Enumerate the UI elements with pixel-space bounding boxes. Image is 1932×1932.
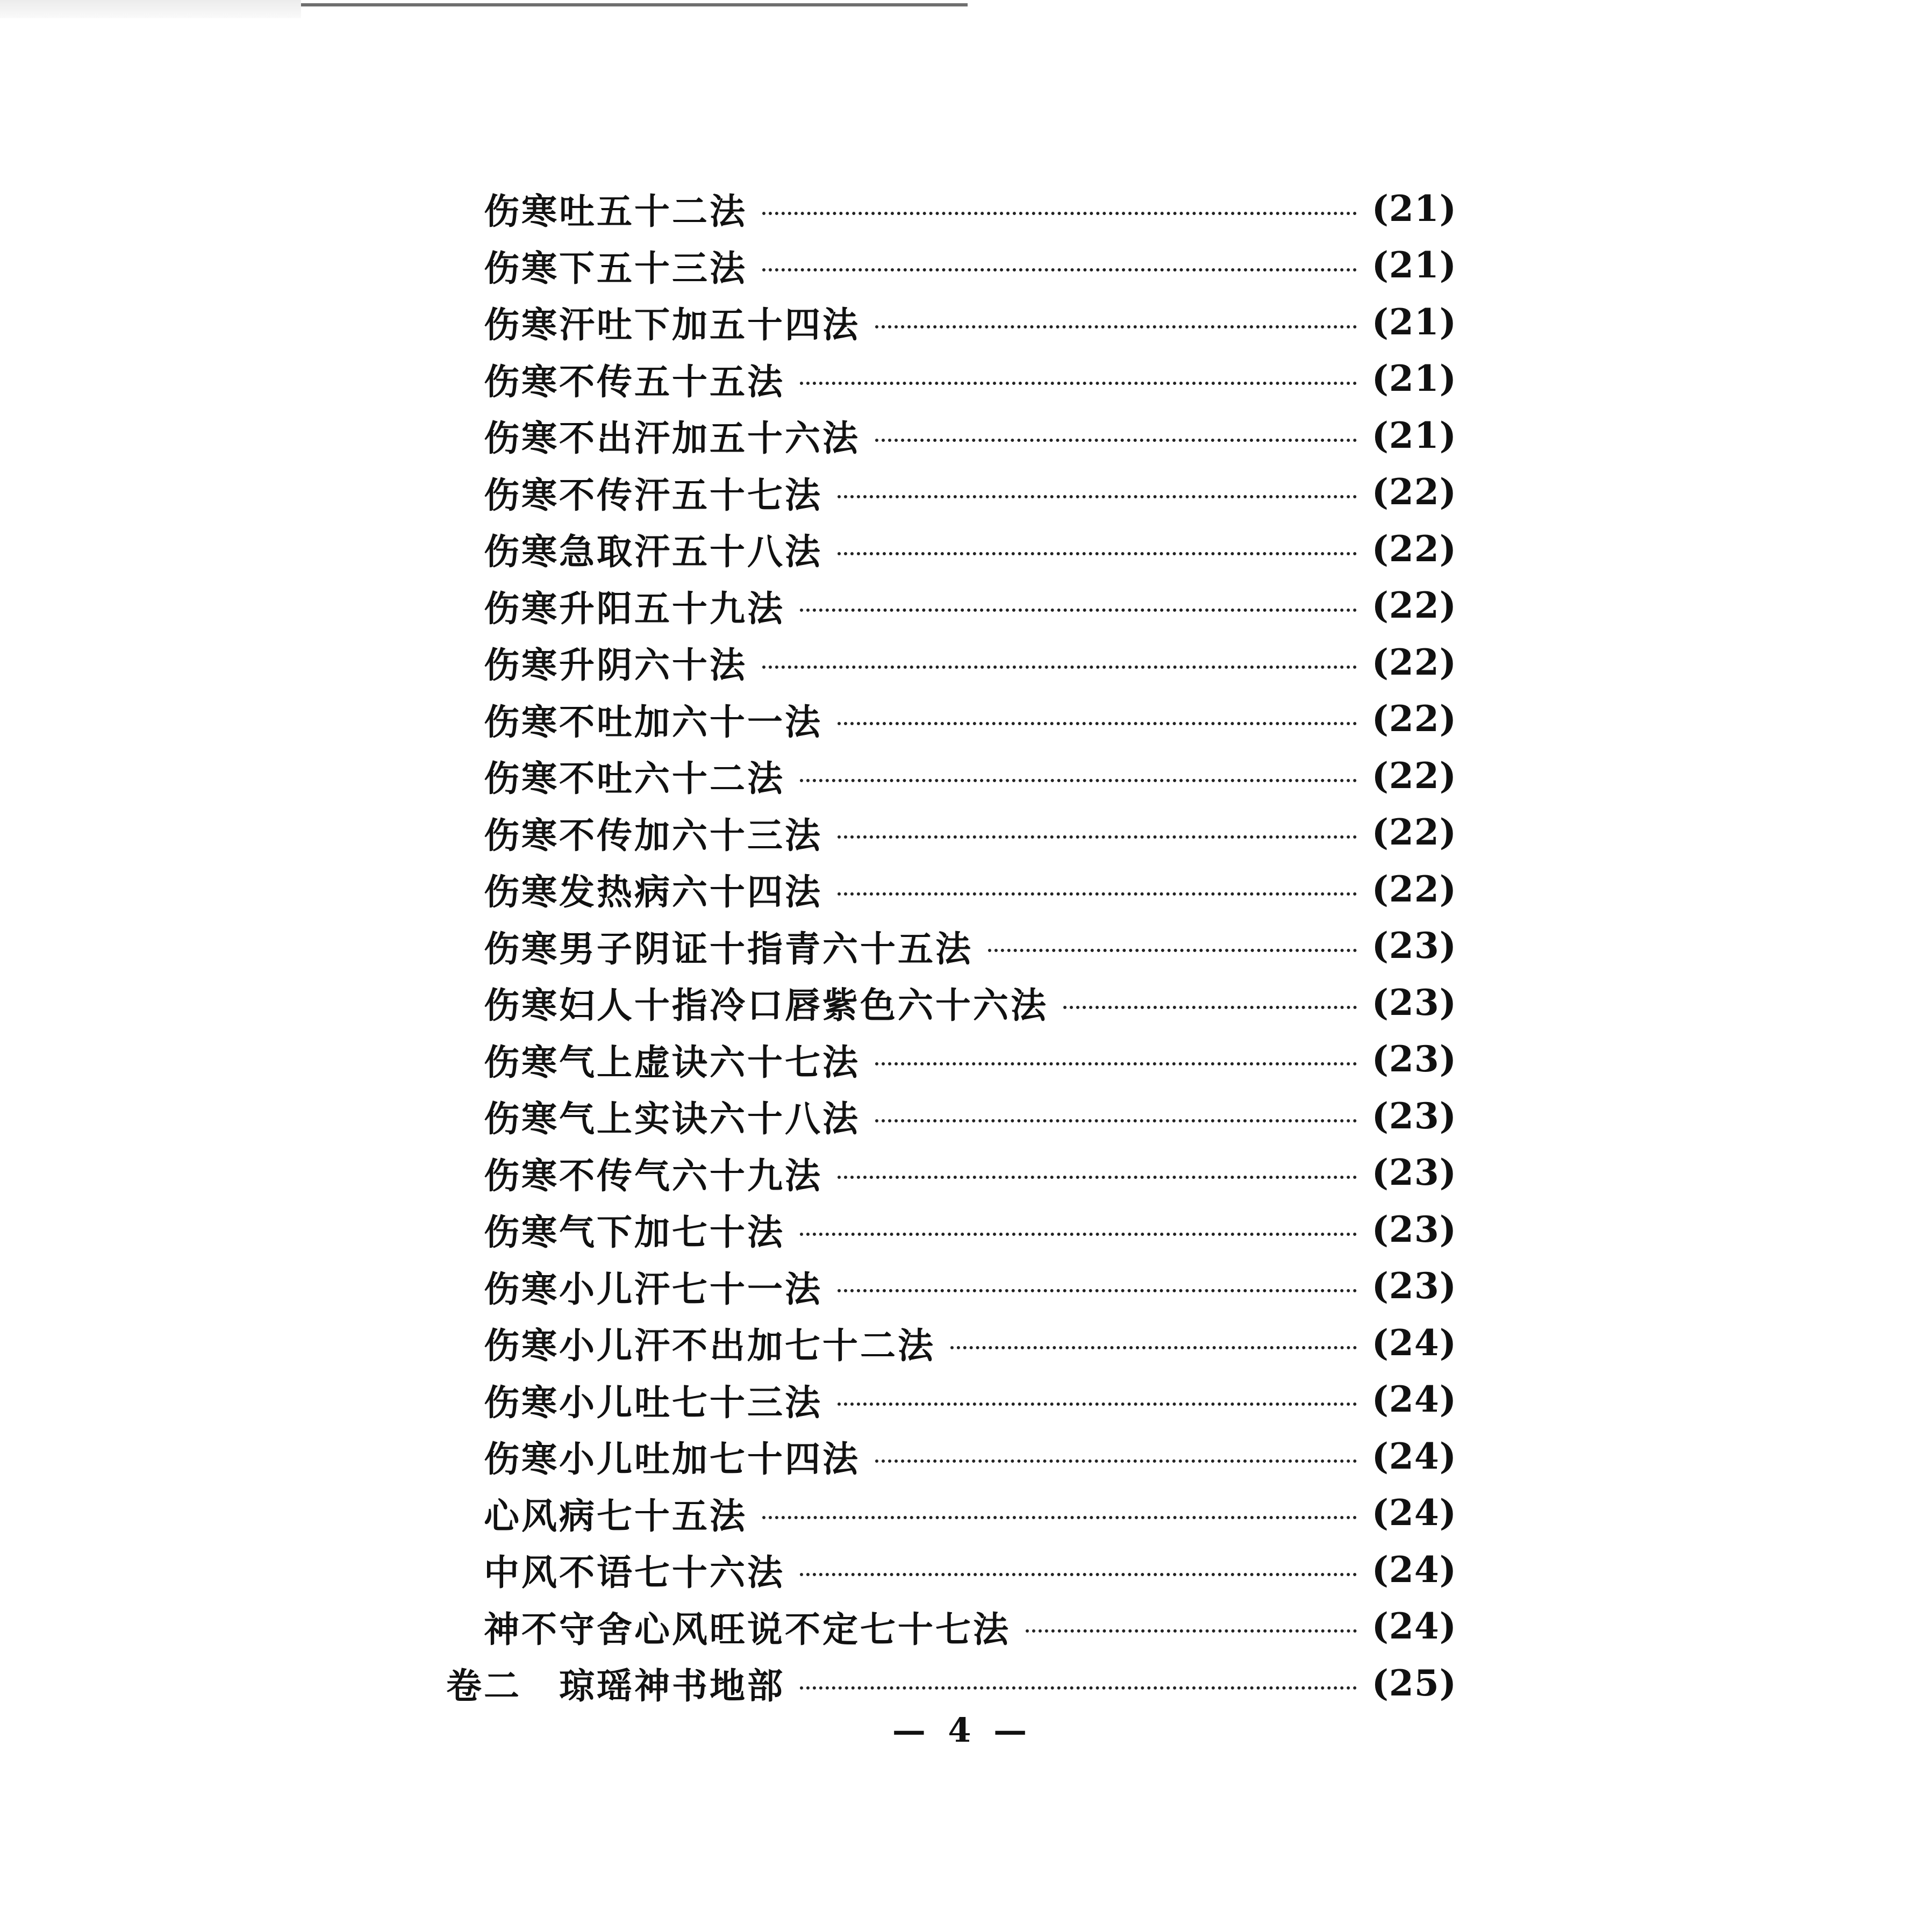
toc-entry[interactable] [446,1144,1457,1201]
toc-entry-page: (24) [1371,1321,1457,1364]
toc-entry-page: (24) [1371,1492,1457,1534]
toc-entry-title: 伤寒升阴六十法 [484,644,747,686]
dot-leader [800,1233,1357,1236]
toc-entry[interactable] [446,861,1457,918]
toc-entry[interactable] [446,974,1457,1031]
toc-entry-page: (24) [1371,1548,1457,1591]
toc-entry-page: (23) [1371,981,1457,1024]
dot-leader [875,439,1357,442]
toc-entry-title: 伤寒不出汗加五十六法 [484,417,860,460]
toc-entry-page: (21) [1371,244,1457,287]
dot-leader [950,1346,1357,1349]
dot-leader [838,1403,1357,1406]
toc-entry-title: 心风病七十五法 [484,1494,747,1537]
toc-entry-title: 伤寒小儿吐加七十四法 [484,1438,860,1480]
toc-entry[interactable] [446,634,1457,691]
toc-entry-title: 伤寒不传加六十三法 [484,814,822,856]
toc-entry[interactable] [446,1258,1457,1315]
toc-entry-title: 伤寒男子阴证十指青六十五法 [484,927,973,970]
dot-leader [800,609,1357,612]
dot-leader [762,1516,1357,1519]
dot-leader [800,1686,1357,1690]
toc-entry-title: 伤寒妇人十指冷口唇紫色六十六法 [484,984,1048,1027]
toc-entry-title: 伤寒气上虚诀六十七法 [484,1041,860,1083]
toc-entry[interactable] [446,1314,1457,1371]
toc-entry-title: 伤寒不吐加六十一法 [484,700,822,743]
toc-chapter-title: 卷二 琼瑶神书地部 [446,1665,785,1707]
toc-entry-title: 伤寒不传汗五十七法 [484,474,822,516]
toc-entry-title: 伤寒下五十三法 [484,247,747,289]
toc-entry-page: (23) [1371,925,1457,967]
toc-entry[interactable] [446,1598,1457,1655]
toc-entry[interactable] [446,747,1457,804]
toc-entry[interactable] [446,180,1457,237]
dot-leader [875,1062,1357,1065]
toc-entry-page: (22) [1371,641,1457,683]
dot-leader [988,949,1357,952]
toc-entry[interactable] [446,294,1457,350]
toc-entry-title: 伤寒升阳五十九法 [484,587,785,629]
toc-entry-page: (22) [1371,754,1457,797]
dot-leader [838,495,1357,498]
table-of-contents [446,180,1457,1712]
toc-entry-page: (23) [1371,1038,1457,1081]
toc-entry-title: 伤寒小儿汗不出加七十二法 [484,1325,935,1367]
toc-entry-page: (23) [1371,1265,1457,1307]
toc-entry-page: (22) [1371,868,1457,910]
toc-entry[interactable] [446,918,1457,975]
toc-entry-title: 伤寒发热病六十四法 [484,871,822,913]
dot-leader [800,382,1357,385]
toc-entry-page: (24) [1371,1605,1457,1648]
toc-entry-page: (21) [1371,187,1457,230]
toc-entry-page: (21) [1371,357,1457,400]
toc-entry-title: 伤寒不传五十五法 [484,360,785,403]
toc-entry-title: 神不守舍心风旺说不定七十七法 [484,1608,1011,1650]
toc-entry[interactable] [446,464,1457,521]
dot-leader [800,779,1357,782]
toc-entry-title: 伤寒不传气六十九法 [484,1154,822,1197]
page-number: — 4 — [892,1711,1033,1750]
dot-leader [1026,1629,1357,1633]
toc-entry-title: 伤寒汗吐下加五十四法 [484,304,860,346]
toc-entry-title: 伤寒急取汗五十八法 [484,531,822,573]
toc-entry[interactable] [446,1428,1457,1485]
toc-entry-title: 伤寒小儿吐七十三法 [484,1381,822,1423]
dot-leader [800,1573,1357,1576]
dot-leader [838,722,1357,725]
toc-entry-title: 伤寒气下加七十法 [484,1211,785,1254]
toc-entry-page: (23) [1371,1151,1457,1194]
toc-entry[interactable] [446,520,1457,577]
toc-entry-page: (22) [1371,584,1457,627]
toc-entry[interactable] [446,804,1457,861]
toc-entry-page: (21) [1371,300,1457,343]
dot-leader [875,1459,1357,1463]
toc-chapter-entry[interactable] [446,1655,1457,1712]
toc-entry-page: (22) [1371,527,1457,570]
toc-entry-page: (21) [1371,414,1457,456]
dot-leader [838,892,1357,896]
toc-entry-page: (22) [1371,811,1457,854]
scan-edge-shade [0,0,301,18]
toc-entry-title: 伤寒不吐六十二法 [484,757,785,800]
dot-leader [838,552,1357,555]
toc-entry-title: 伤寒吐五十二法 [484,190,747,233]
dot-leader [838,1176,1357,1179]
toc-entry[interactable] [446,1485,1457,1542]
dot-leader [875,325,1357,328]
dot-leader [762,212,1357,215]
toc-entry[interactable] [446,1371,1457,1428]
toc-entry[interactable] [446,1201,1457,1258]
toc-entry[interactable] [446,691,1457,748]
dot-leader [1063,1006,1357,1009]
toc-entry-page: (22) [1371,471,1457,513]
toc-entry[interactable] [446,1541,1457,1598]
dot-leader [875,1119,1357,1122]
toc-entry[interactable] [446,1087,1457,1144]
dot-leader [838,1289,1357,1292]
toc-entry-page: (23) [1371,1208,1457,1250]
dot-leader [762,268,1357,271]
toc-entry-page: (22) [1371,698,1457,740]
dot-leader [838,835,1357,839]
toc-entry[interactable] [446,407,1457,464]
toc-entry[interactable] [446,237,1457,294]
toc-entry[interactable] [446,1031,1457,1088]
toc-entry-page: (24) [1371,1378,1457,1421]
top-rule [301,3,968,6]
toc-entry-title: 伤寒气上实诀六十八法 [484,1098,860,1140]
toc-entry-title: 伤寒小儿汗七十一法 [484,1268,822,1310]
toc-entry[interactable] [446,350,1457,407]
toc-chapter-page: (25) [1371,1662,1457,1704]
toc-entry-page: (23) [1371,1094,1457,1137]
toc-entry[interactable] [446,577,1457,634]
toc-entry-page: (24) [1371,1435,1457,1477]
dot-leader [762,666,1357,669]
toc-entry-title: 中风不语七十六法 [484,1551,785,1594]
